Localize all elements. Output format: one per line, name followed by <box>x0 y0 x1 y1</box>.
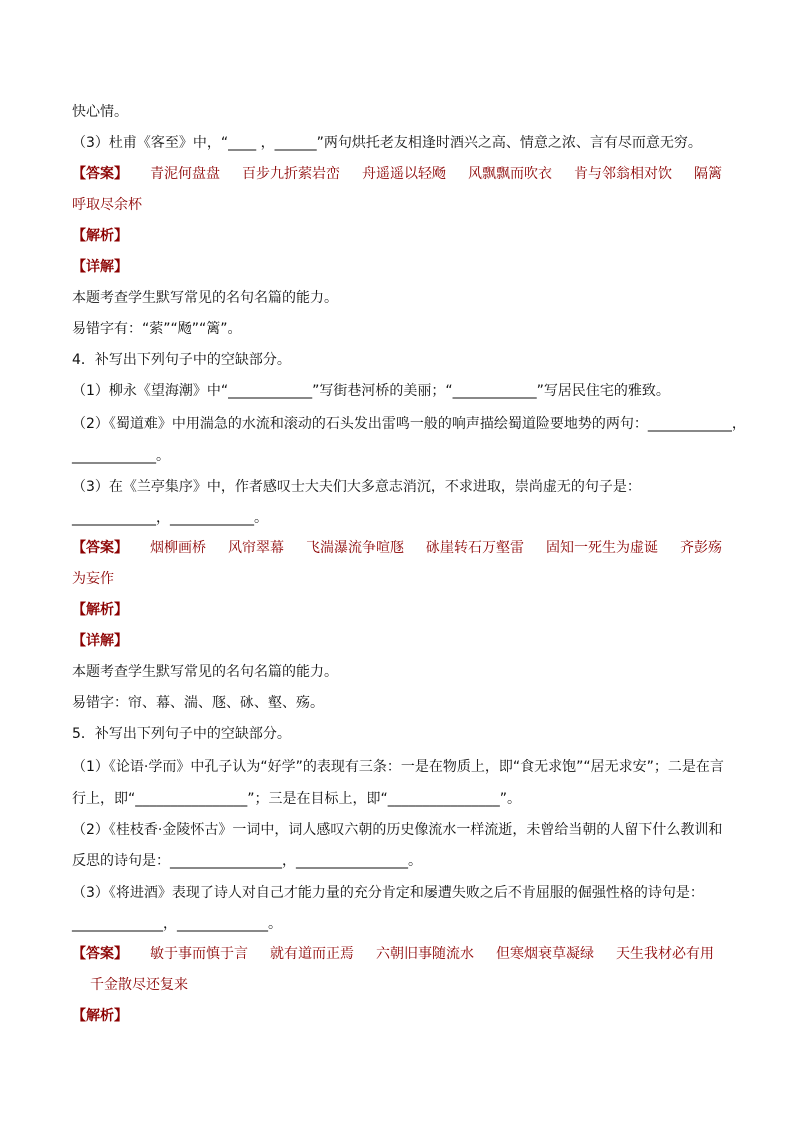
answer-text: 青泥何盘盘 <box>150 166 220 182</box>
paragraph-continuation: 快心情。 <box>72 104 128 120</box>
question-item: （2）《蜀道难》中用湍急的水流和滚动的石头发出雷鸣一般的响声描绘蜀道险要地势的两句：____________， <box>72 416 746 432</box>
analysis-text: 本题考查学生默写常见的名句名篇的能力。 <box>72 290 338 306</box>
question-item: （3）《将进酒》表现了诗人对自己才能力量的充分肯定和屡遭失败之后不肯屈服的倔强性格的诗句是： <box>72 885 704 901</box>
question-item-continuation: _____________，_____________。 <box>72 916 282 932</box>
answer-text: 齐彭殇 <box>680 540 722 556</box>
detail-tag: 【详解】 <box>72 633 128 649</box>
answer-tag: 【答案】 <box>72 946 128 962</box>
question-item-continuation: 行上，即“________________”；三是在目标上，即“________________”。 <box>72 791 522 807</box>
question-title: 5．补写出下列句子中的空缺部分。 <box>72 726 291 742</box>
answer-tag: 【答案】 <box>72 166 128 182</box>
answer-text: 砯崖转石万壑雷 <box>426 540 524 556</box>
error-prone-characters: 易错字：帘、幕、湍、豗、砯、壑、殇。 <box>72 695 324 711</box>
question-item: （3）在《兰亭集序》中，作者感叹士大夫们大多意志消沉，不求进取，崇尚虚无的句子是： <box>72 479 641 495</box>
answer-continuation: 为妄作 <box>72 571 114 587</box>
answer-text: 固知一死生为虚诞 <box>546 540 658 556</box>
question-item-continuation: 反思的诗句是：________________，________________。 <box>72 853 422 869</box>
answer-text: 敏于事而慎于言 <box>150 946 248 962</box>
answer-row <box>72 164 732 184</box>
question-title: 4．补写出下列句子中的空缺部分。 <box>72 352 291 368</box>
answer-row <box>72 538 732 558</box>
detail-tag: 【详解】 <box>72 259 128 275</box>
answer-text: 舟遥遥以轻飏 <box>362 166 446 182</box>
question-item-continuation: ____________。 <box>72 448 170 464</box>
error-prone-characters: 易错字有：“萦”“飏”“篱”。 <box>72 321 242 337</box>
question-item: （3）杜甫《客至》中，“____ ，______”两句烘托老友相逢时酒兴之高、情意之浓、言有尽而意无穷。 <box>72 135 702 151</box>
answer-text: 风帘翠幕 <box>228 540 284 556</box>
question-item: （1）《论语·学而》中孔子认为“好学”的表现有三条：一是在物质上，即“食无求饱”“居无求安”；二是在言 <box>72 759 724 775</box>
question-item-continuation: ____________，____________。 <box>72 510 268 526</box>
analysis-text: 本题考查学生默写常见的名句名篇的能力。 <box>72 664 338 680</box>
answer-text: 风飘飘而吹衣 <box>468 166 552 182</box>
answer-text: 肯与邻翁相对饮 <box>574 166 672 182</box>
answer-text: 百步九折萦岩峦 <box>242 166 340 182</box>
answer-text: 飞湍瀑流争喧豗 <box>306 540 404 556</box>
answer-row <box>72 944 732 964</box>
analysis-tag: 【解析】 <box>72 602 128 618</box>
question-item: （1）柳永《望海潮》中“____________”写街巷河桥的美丽；“____________”写居民住宅的雅致。 <box>72 383 670 399</box>
answer-text: 但寒烟衰草凝绿 <box>496 946 594 962</box>
answer-text: 就有道而正焉 <box>270 946 354 962</box>
answer-continuation: 呼取尽余杯 <box>72 197 142 213</box>
question-item: （2）《桂枝香·金陵怀古》一词中，词人感叹六朝的历史像流水一样流逝，未曾给当朝的人留下什么教训和 <box>72 822 723 838</box>
answer-continuation: 千金散尽还复来 <box>90 977 188 993</box>
analysis-tag: 【解析】 <box>72 1008 128 1024</box>
answer-tag: 【答案】 <box>72 540 128 556</box>
answer-text: 六朝旧事随流水 <box>376 946 474 962</box>
answer-text: 隔篱 <box>694 166 722 182</box>
answer-text: 烟柳画桥 <box>150 540 206 556</box>
analysis-tag: 【解析】 <box>72 228 128 244</box>
answer-text: 天生我材必有用 <box>616 946 714 962</box>
